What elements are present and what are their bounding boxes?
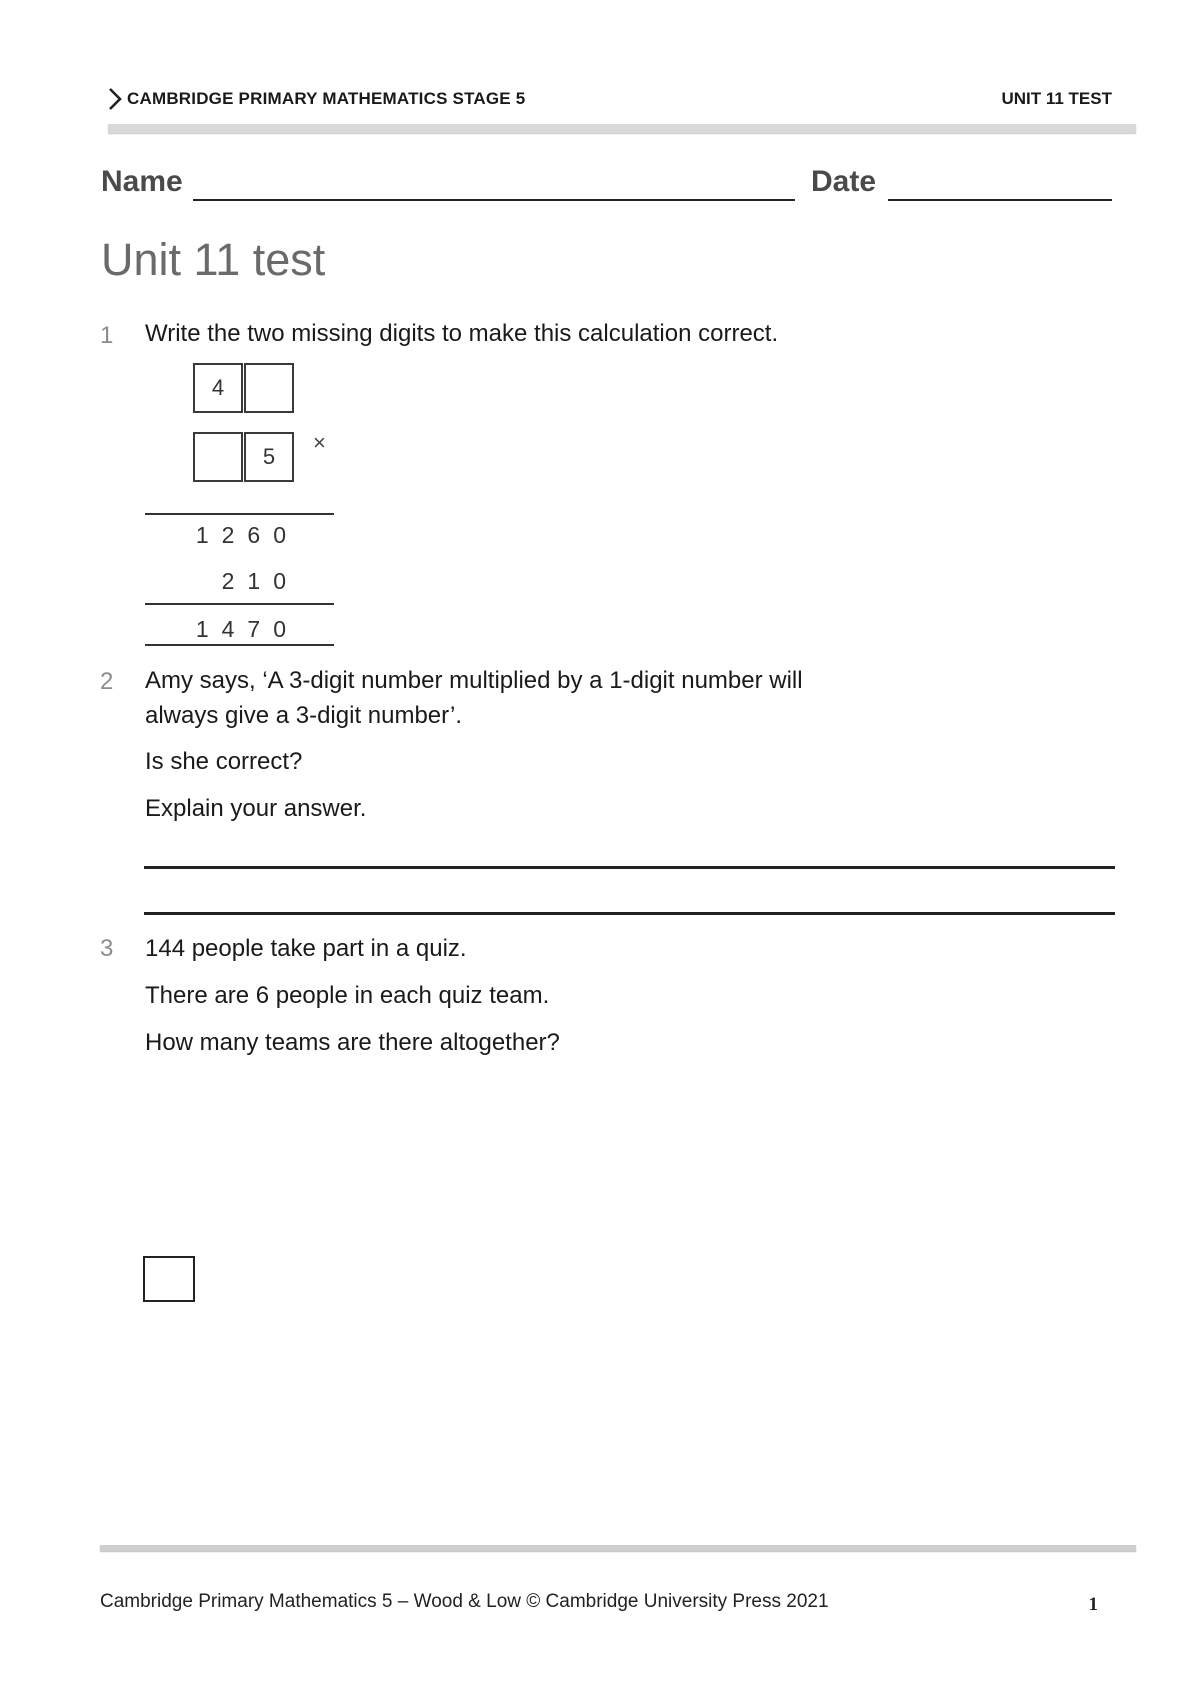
header-unit-title: UNIT 11 TEST — [1001, 89, 1112, 108]
header-divider — [108, 124, 1136, 133]
header-series-title: CAMBRIDGE PRIMARY MATHEMATICS STAGE 5 — [127, 89, 526, 108]
question-text: Write the two missing digits to make this calculation correct. — [145, 320, 779, 347]
digit-box-given: 5 — [244, 432, 294, 482]
question-text: 144 people take part in a quiz. — [145, 935, 467, 962]
answer-line[interactable] — [144, 912, 1115, 915]
date-label: Date — [811, 165, 877, 198]
question-text: There are 6 people in each quiz team. — [145, 982, 550, 1009]
footer-divider — [100, 1545, 1136, 1551]
page-title: Unit 11 test — [101, 234, 326, 285]
question-number: 1 — [100, 322, 114, 349]
multiply-sign: × — [313, 430, 326, 455]
question-text: Explain your answer. — [145, 795, 367, 822]
calc-rule — [145, 644, 334, 646]
digit-box-missing[interactable] — [193, 432, 243, 482]
total-product: 1470 — [195, 616, 299, 642]
digit-box-given: 4 — [193, 363, 243, 413]
answer-line[interactable] — [144, 866, 1115, 869]
partial-product: 210 — [221, 568, 299, 594]
question-text: Amy says, ‘A 3-digit number multiplied by a 1-digit number will — [145, 667, 803, 694]
footer-copyright: Cambridge Primary Mathematics 5 – Wood & Low © Cambridge University Press 2021 — [100, 1591, 829, 1612]
name-field[interactable] — [193, 199, 795, 201]
question-number: 2 — [100, 668, 114, 695]
answer-box[interactable] — [143, 1256, 195, 1302]
calc-rule — [145, 513, 334, 515]
question-number: 3 — [100, 935, 114, 962]
calc-rule — [145, 603, 334, 605]
name-label: Name — [101, 165, 183, 198]
page-number: 1 — [1088, 1594, 1098, 1615]
question-text: Is she correct? — [145, 748, 303, 775]
chevron-right-icon — [104, 86, 126, 112]
question-text: How many teams are there altogether? — [145, 1029, 560, 1056]
question-text: always give a 3-digit number’. — [145, 702, 463, 729]
partial-product: 1260 — [195, 522, 299, 548]
date-field[interactable] — [888, 199, 1112, 201]
digit-box-missing[interactable] — [244, 363, 294, 413]
